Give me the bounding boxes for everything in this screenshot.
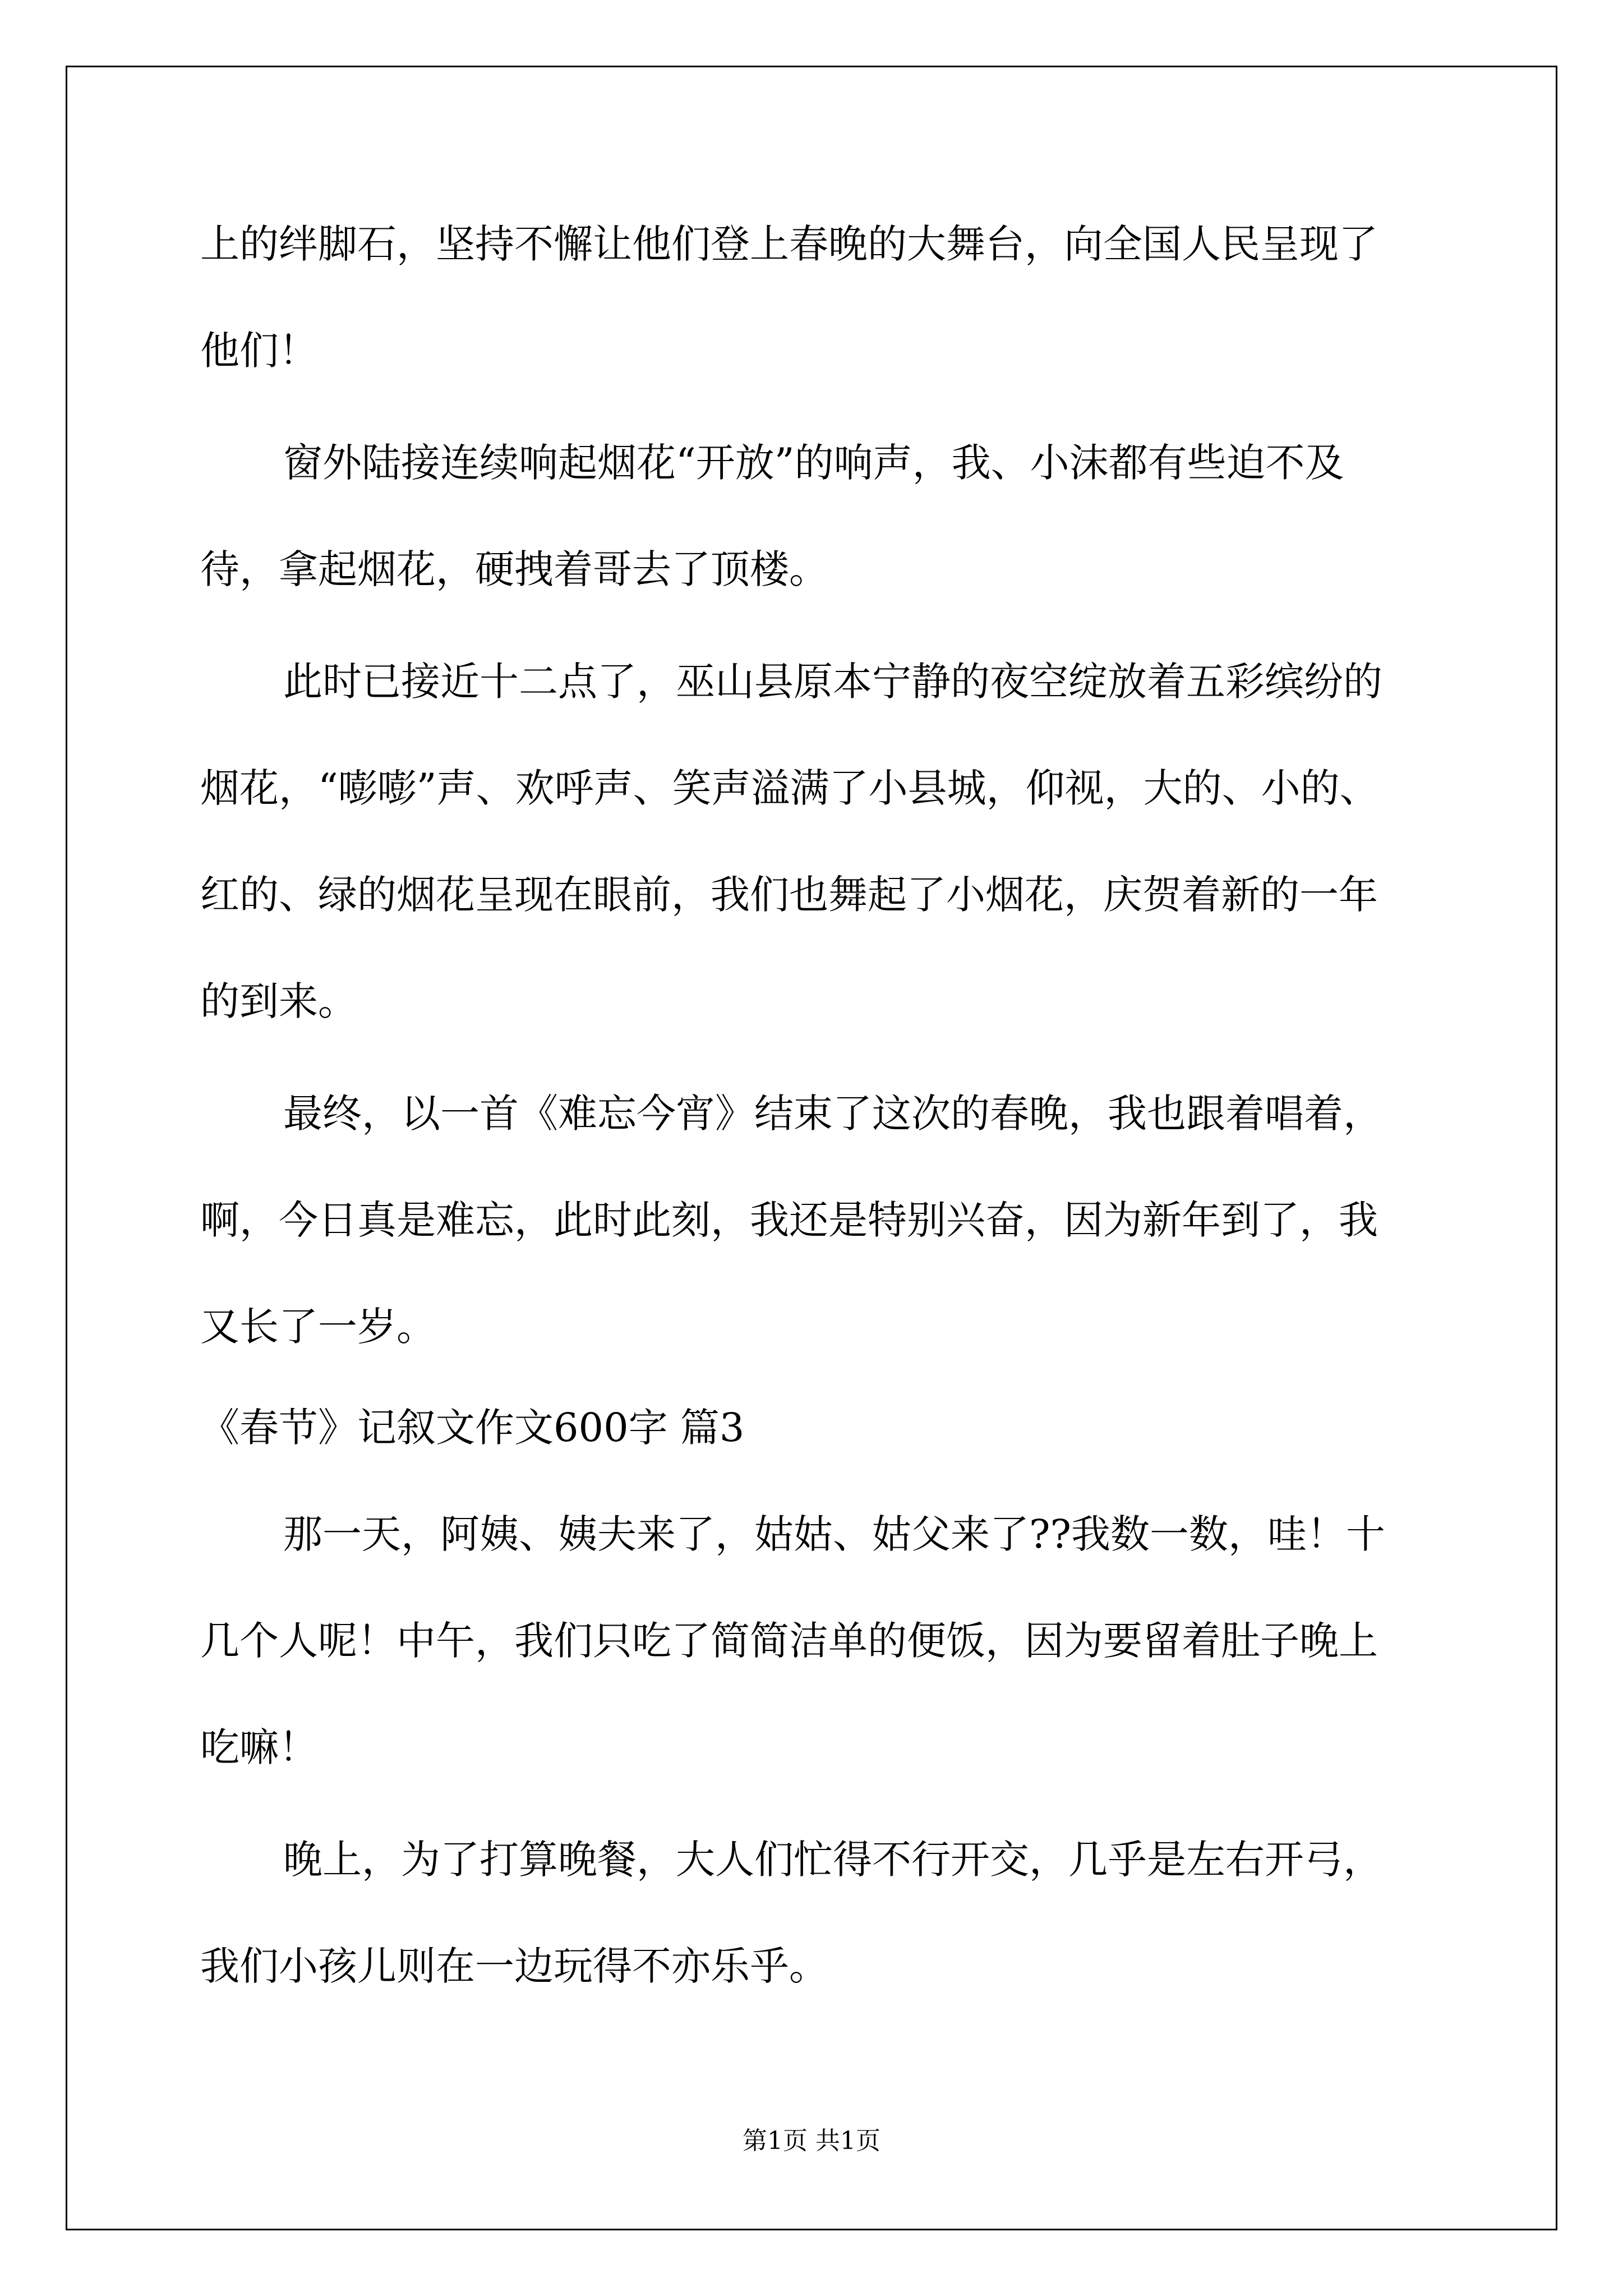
section-heading: 《春节》记叙文作文600字 篇3 (200, 1405, 745, 1451)
text-line: 啊，今日真是难忘，此时此刻，我还是特别兴奋，因为新年到了，我 (200, 1197, 1378, 1243)
text-line: 窗外陆接连续响起烟花“开放”的响声，我、小沫都有些迫不及 (283, 440, 1344, 486)
text-line: 晚上，为了打算晚餐，大人们忙得不行开交，几乎是左右开弓， (283, 1837, 1382, 1883)
text-line: 红的、绿的烟花呈现在眼前，我们也舞起了小烟花，庆贺着新的一年 (200, 872, 1378, 918)
text-line: 的到来。 (200, 978, 357, 1024)
text-line: 待，拿起烟花，硬拽着哥去了顶楼。 (200, 546, 828, 592)
text-line: 吃嘛！ (200, 1724, 318, 1770)
text-line: 几个人呢！中午，我们只吃了简简洁单的便饭，因为要留着肚子晚上 (200, 1618, 1378, 1664)
text-line: 烟花，“嘭嘭”声、欢呼声、笑声溢满了小县城，仰视，大的、小的、 (200, 765, 1379, 811)
text-line: 那一天，阿姨、姨夫来了，姑姑、姑父来了??我数一数，哇！十 (283, 1511, 1386, 1557)
page-number: 第1页 共1页 (743, 2127, 880, 2155)
text-line: 最终，以一首《难忘今宵》结束了这次的春晚，我也跟着唱着， (283, 1091, 1382, 1137)
text-line: 此时已接近十二点了，巫山县原本宁静的夜空绽放着五彩缤纷的 (283, 659, 1382, 705)
text-line: 他们！ (200, 328, 318, 374)
page-frame (66, 66, 1557, 2230)
text-line: 又长了一岁。 (200, 1304, 436, 1350)
text-line: 我们小孩儿则在一边玩得不亦乐乎。 (200, 1943, 828, 1989)
text-line: 上的绊脚石，坚持不懈让他们登上春晚的大舞台，向全国人民呈现了 (200, 221, 1378, 267)
